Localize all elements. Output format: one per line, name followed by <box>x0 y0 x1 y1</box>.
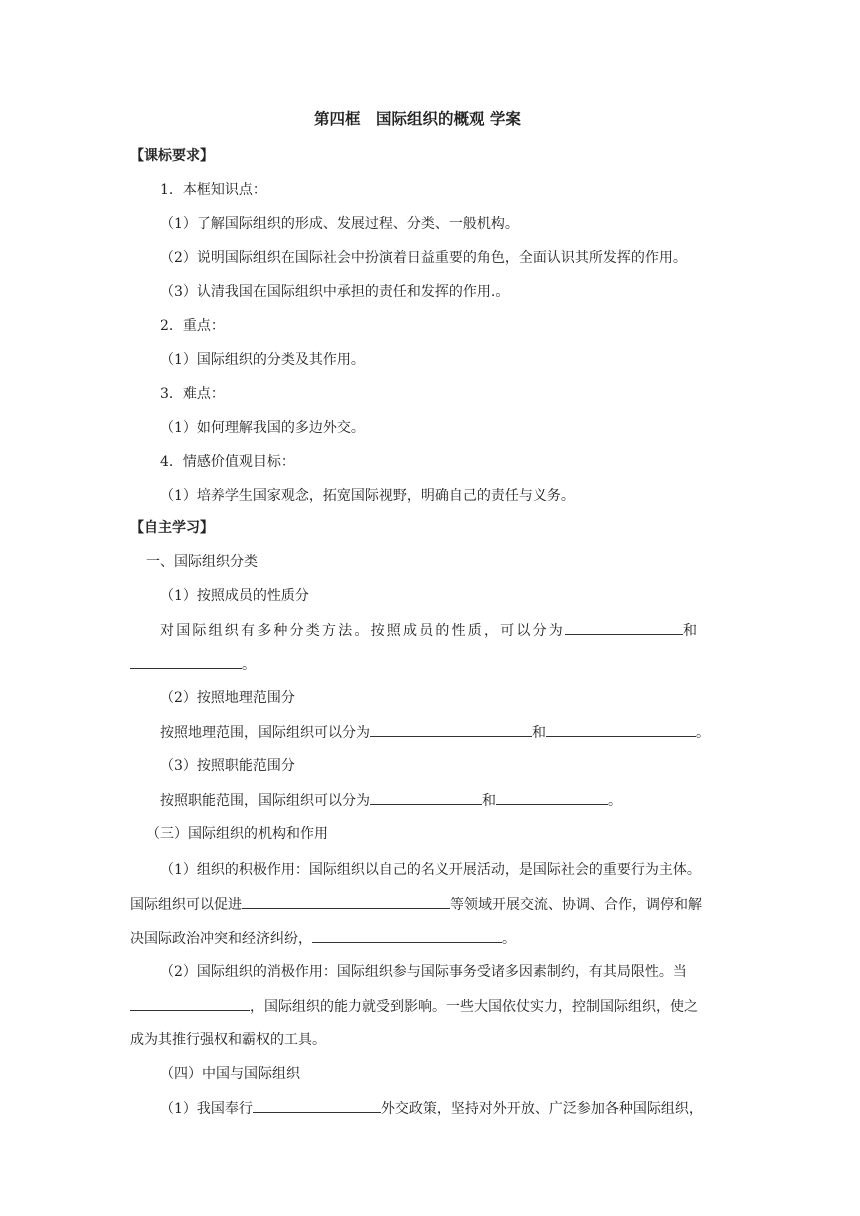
subsection-title: （2）按照地理范围分 <box>160 690 295 706</box>
part-title: 一、国际组织分类 <box>146 554 258 570</box>
blank-field[interactable] <box>312 928 502 943</box>
blank-field[interactable] <box>370 790 482 805</box>
text-fragment: 对国际组织有多种分类方法。按照成员的性质，可以分为 <box>160 623 565 639</box>
paragraph-line <box>160 620 699 641</box>
text-fragment: 按照职能范围，国际组织可以分为 <box>160 793 370 809</box>
subsection-title: （3）按照职能范围分 <box>160 758 295 774</box>
section-heading-self-study: 【自主学习】 <box>130 520 214 536</box>
blank-field[interactable] <box>130 654 242 669</box>
blank-field[interactable] <box>546 722 696 737</box>
blank-field[interactable] <box>496 790 608 805</box>
part-title: （四）中国与国际组织 <box>160 1066 300 1082</box>
text-fragment: 等领域开展交流、协调、合作，调停和解 <box>450 897 702 913</box>
text-fragment: 决国际政治冲突和经济纠纷， <box>130 931 312 947</box>
list-item: （1）培养学生国家观念，拓宽国际视野，明确自己的责任与义务。 <box>160 488 575 504</box>
text-fragment: ，国际组织的能力就受到影响。一些大国依仗实力，控制国际组织，使之 <box>250 999 698 1015</box>
paragraph-line <box>130 996 698 1017</box>
paragraph-line <box>160 722 710 743</box>
page-title: 第四框 国际组织的概观 学案 <box>314 110 521 128</box>
blank-field[interactable] <box>370 722 532 737</box>
text-fragment: （1）我国奉行 <box>160 1101 253 1117</box>
text-fragment: 。 <box>608 793 622 809</box>
list-item: （1）国际组织的分类及其作用。 <box>160 352 365 368</box>
section-heading-curriculum: 【课标要求】 <box>130 148 214 164</box>
list-item: （3）认清我国在国际组织中承担的责任和发挥的作用.。 <box>160 284 510 300</box>
list-item: （1）了解国际组织的形成、发展过程、分类、一般机构。 <box>160 216 519 232</box>
paragraph-line: （1）组织的积极作用：国际组织以自己的名义开展活动，是国际社会的重要行为主体。 <box>160 862 701 878</box>
text-fragment: 外交政策，坚持对外开放、广泛参加各种国际组织， <box>380 1101 703 1117</box>
list-item: 1．本框知识点： <box>160 182 267 198</box>
text-fragment: 国际组织可以促进 <box>130 897 242 913</box>
text-fragment: 和 <box>683 623 700 639</box>
list-item: 3．难点： <box>160 386 225 402</box>
paragraph-line <box>130 654 256 675</box>
part-title: （三）国际组织的机构和作用 <box>146 826 328 842</box>
paragraph-line <box>160 1098 703 1119</box>
list-item: （2）说明国际组织在国际社会中扮演着日益重要的角色，全面认识其所发挥的作用。 <box>160 250 687 266</box>
paragraph-line <box>130 894 702 915</box>
text-fragment: 。 <box>242 657 256 673</box>
paragraph-line <box>160 790 622 811</box>
list-item: （1）如何理解我国的多边外交。 <box>160 420 365 436</box>
text-fragment: 和 <box>532 725 546 741</box>
text-fragment: 。 <box>502 931 516 947</box>
paragraph-line <box>130 928 516 949</box>
paragraph-line: 成为其推行强权和霸权的工具。 <box>130 1032 326 1048</box>
text-fragment: 。 <box>696 725 710 741</box>
list-item: 4．情感价值观目标： <box>160 454 295 470</box>
blank-field[interactable] <box>565 620 683 635</box>
paragraph-line: （2）国际组织的消极作用：国际组织参与国际事务受诸多因素制约，有其局限性。当 <box>160 964 687 980</box>
list-item: 2．重点： <box>160 318 225 334</box>
text-fragment: 和 <box>482 793 496 809</box>
blank-field[interactable] <box>253 1098 381 1113</box>
text-fragment: 按照地理范围，国际组织可以分为 <box>160 725 370 741</box>
blank-field[interactable] <box>130 996 250 1011</box>
blank-field[interactable] <box>242 894 450 909</box>
subsection-title: （1）按照成员的性质分 <box>160 588 309 604</box>
